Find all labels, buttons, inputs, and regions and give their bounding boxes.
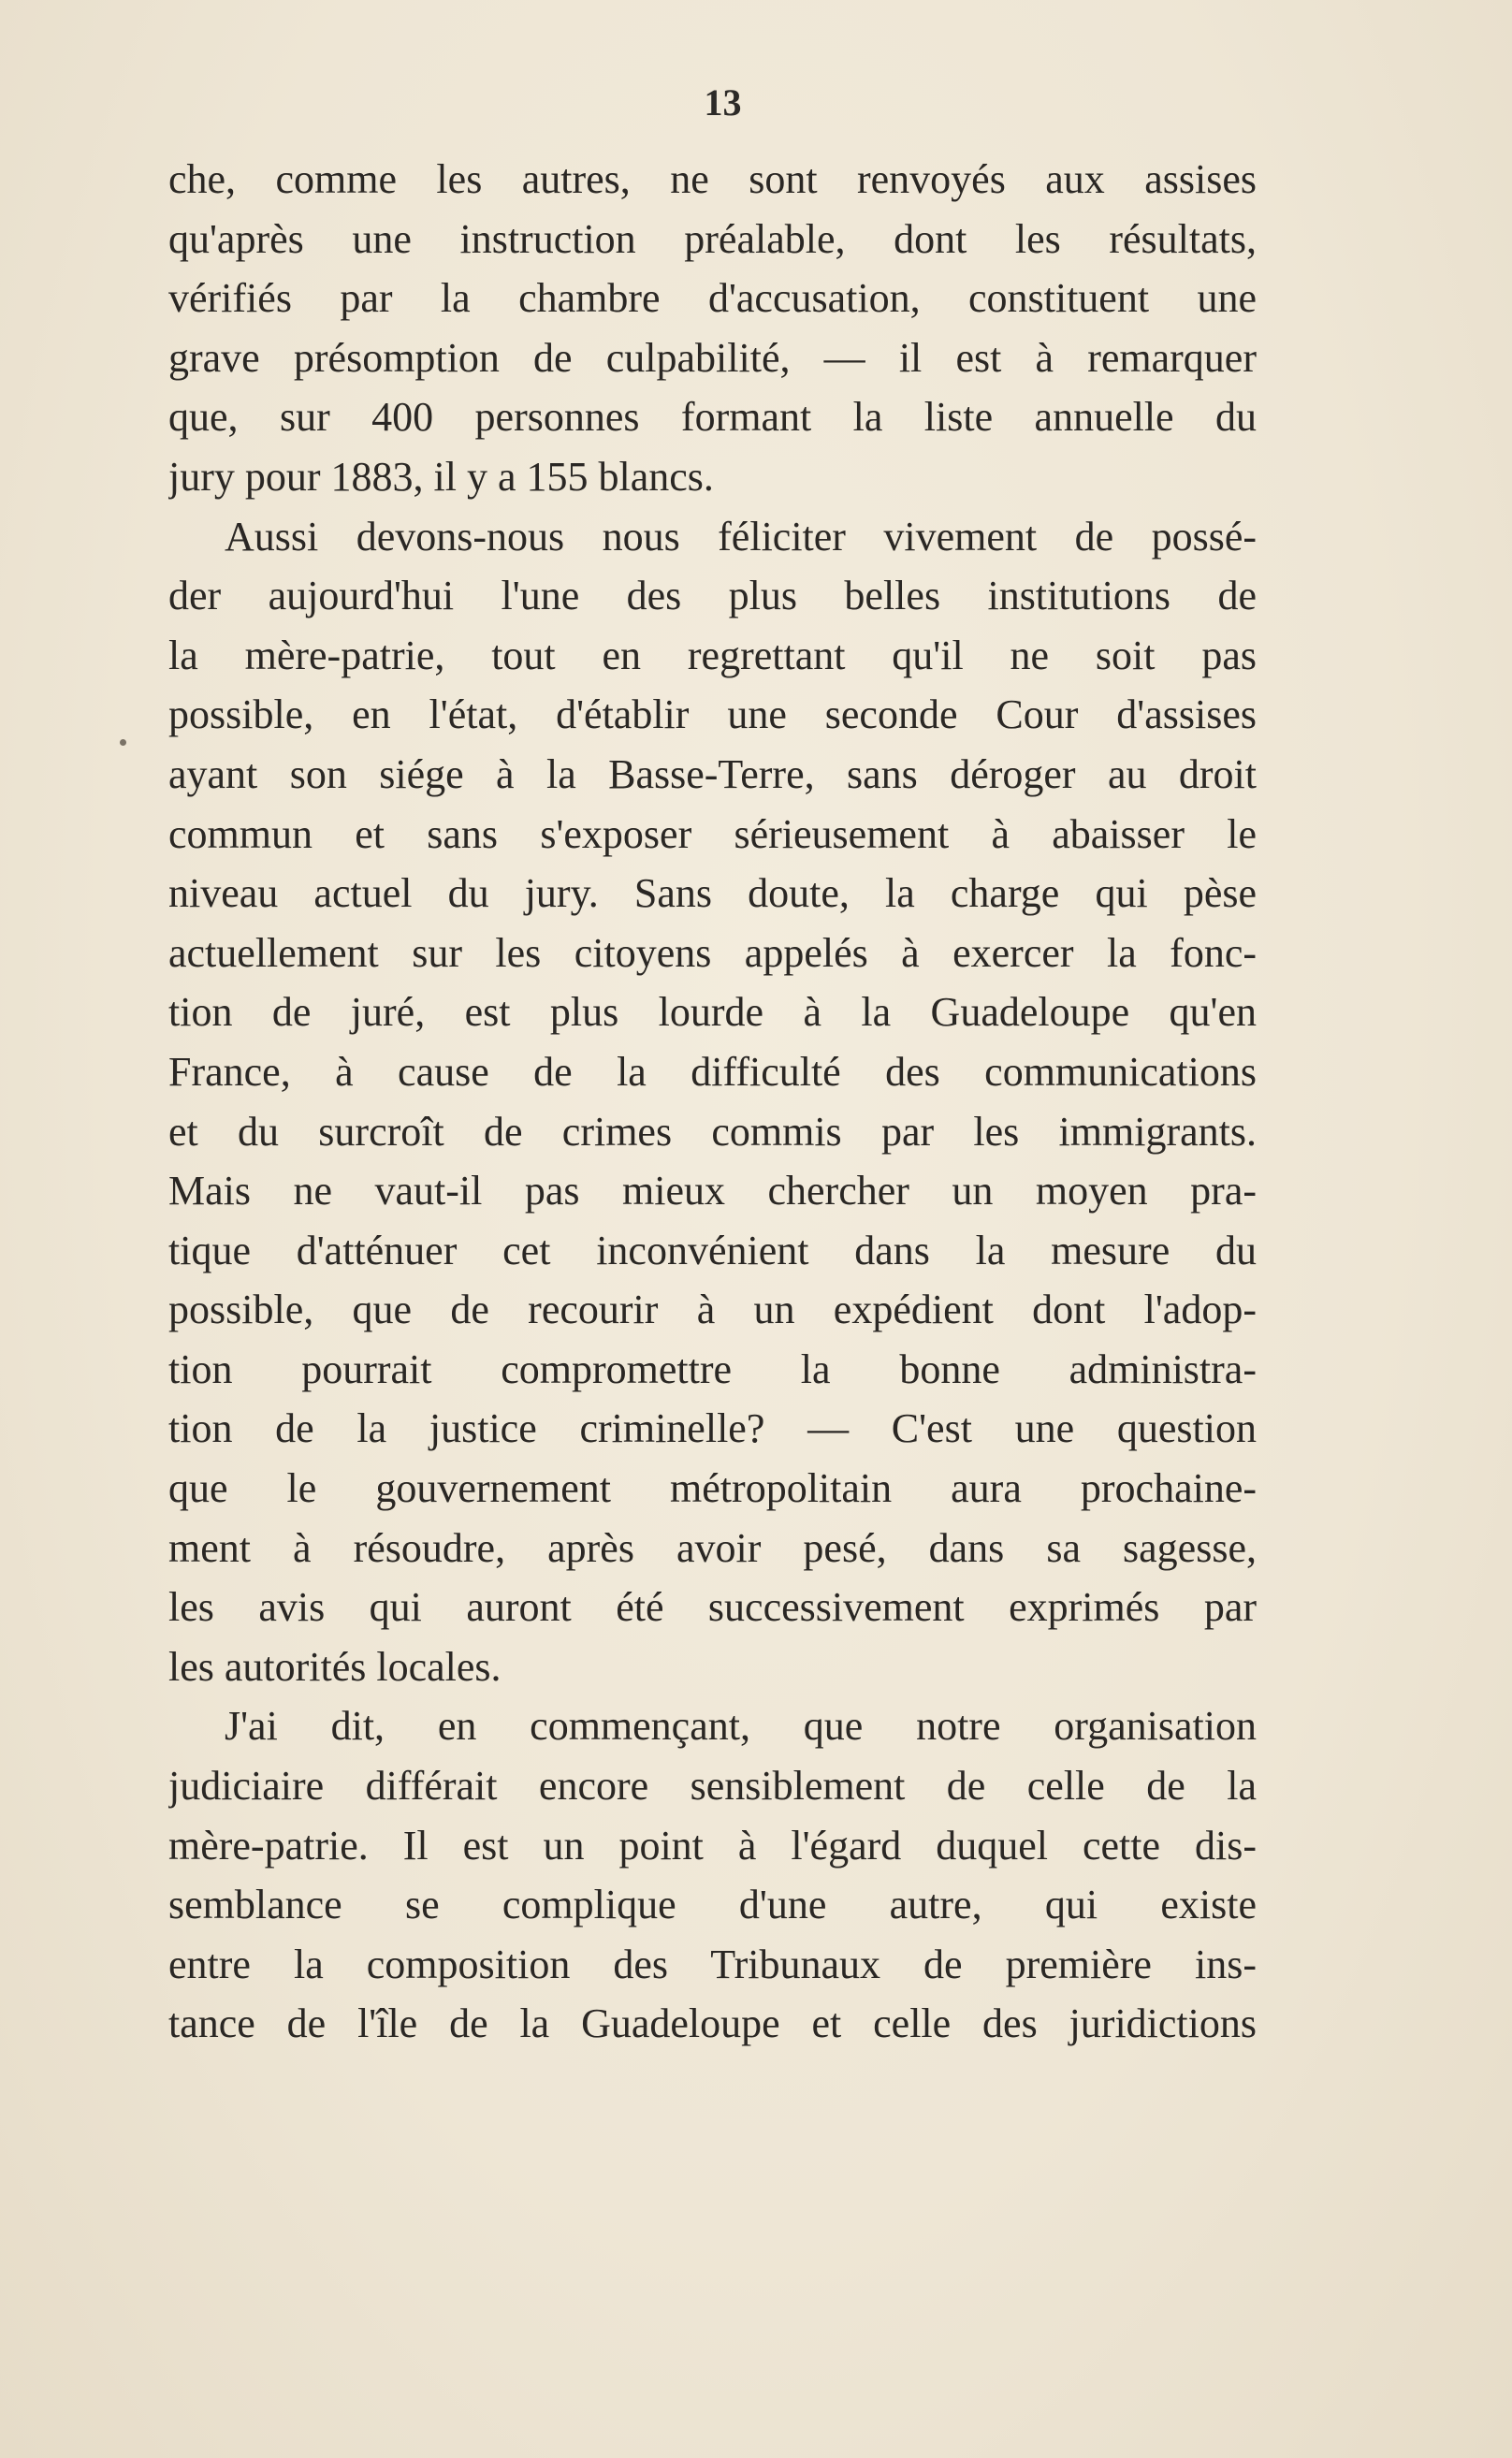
text-line: judiciaire différait encore sensiblement de celle de la <box>168 1763 1257 1810</box>
text-line: Aussi devons-nous nous féliciter vivement de possé- <box>225 513 1257 560</box>
text-line: tance de l'île de la Guadeloupe et celle des juridictions <box>168 2000 1257 2047</box>
text-line: entre la composition des Tribunaux de première ins- <box>168 1941 1257 1987</box>
text-line: que, sur 400 personnes formant la liste annuelle du <box>168 394 1257 441</box>
page-number: 13 <box>704 81 742 124</box>
text-line: les autorités locales. <box>168 1643 502 1690</box>
text-line: commun et sans s'exposer sérieusement à abaisser le <box>168 810 1257 857</box>
text-line: que le gouvernement métropolitain aura prochaine- <box>168 1465 1257 1512</box>
text-line: et du surcroît de crimes commis par les immigrants. <box>168 1108 1257 1155</box>
text-line: jury pour 1883, il y a 155 blancs. <box>168 453 714 500</box>
text-line: tion de la justice criminelle? — C'est une question <box>168 1405 1257 1452</box>
text-line: ayant son siége à la Basse-Terre, sans déroger au droit <box>168 750 1257 797</box>
text-line: possible, que de recourir à un expédient dont l'adop- <box>168 1287 1257 1333</box>
text-line: la mère-patrie, tout en regrettant qu'il ne soit pas <box>168 632 1257 678</box>
text-line: tion de juré, est plus lourde à la Guadeloupe qu'en <box>168 989 1257 1036</box>
text-line: qu'après une instruction préalable, dont les résultats, <box>168 215 1257 262</box>
text-line: ment à résoudre, après avoir pesé, dans sa sagesse, <box>168 1524 1257 1571</box>
text-line: der aujourd'hui l'une des plus belles institutions de <box>168 573 1257 619</box>
text-line: semblance se complique d'une autre, qui existe <box>168 1882 1257 1928</box>
text-line: vérifiés par la chambre d'accusation, constituent une <box>168 275 1257 322</box>
text-line: tion pourrait compromettre la bonne administra- <box>168 1345 1257 1392</box>
text-line: mère-patrie. Il est un point à l'égard duquel cette dis- <box>168 1822 1257 1869</box>
text-line: France, à cause de la difficulté des communications <box>168 1048 1257 1095</box>
text-line: niveau actuel du jury. Sans doute, la charge qui pèse <box>168 870 1257 917</box>
text-line: tique d'atténuer cet inconvénient dans la mesure du <box>168 1227 1257 1273</box>
text-line: possible, en l'état, d'établir une seconde Cour d'assises <box>168 691 1257 738</box>
text-line: grave présomption de culpabilité, — il est à remarquer <box>168 334 1257 381</box>
text-line: che, comme les autres, ne sont renvoyés aux assises <box>168 156 1257 202</box>
text-line: J'ai dit, en commençant, que notre organisation <box>225 1703 1257 1750</box>
text-line: actuellement sur les citoyens appelés à exercer la fonc- <box>168 929 1257 976</box>
body-text <box>168 150 1257 2054</box>
text-line: Mais ne vaut-il pas mieux chercher un moyen pra- <box>168 1168 1257 1214</box>
paper-speck <box>120 739 126 746</box>
text-line: les avis qui auront été successivement exprimés par <box>168 1584 1257 1631</box>
